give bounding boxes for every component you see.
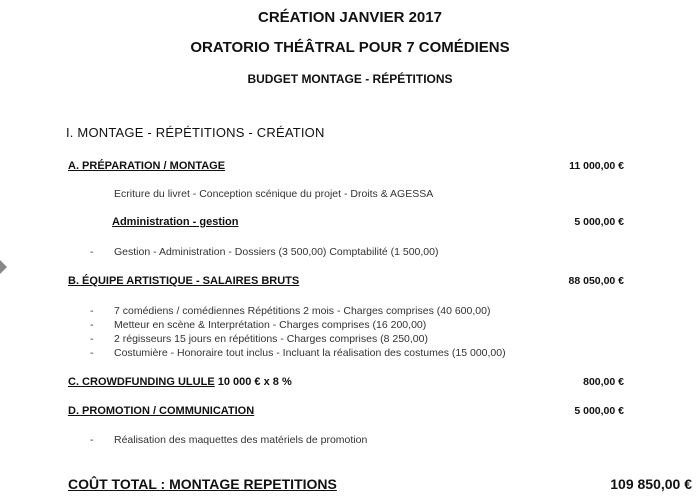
- left-edge-arrow-icon: [0, 260, 7, 274]
- section-c-suffix: 10 000 € x 8 %: [217, 376, 292, 388]
- section-a-label: A. PRÉPARATION / MONTAGE: [68, 160, 226, 172]
- budget-title: BUDGET MONTAGE - RÉPÉTITIONS: [247, 72, 453, 86]
- document-subtitle: ORATORIO THÉÂTRAL POUR 7 COMÉDIENS: [190, 39, 510, 56]
- section-d-amount: 5 000,00 €: [574, 405, 624, 417]
- main-heading: I. MONTAGE - RÉPÉTITIONS - CRÉATION: [66, 125, 325, 140]
- section-a-sub-label: Administration - gestion: [112, 216, 239, 228]
- bullet-marker: -: [90, 434, 94, 446]
- section-c-label: C. CROWDFUNDING ULULE: [68, 376, 215, 388]
- section-a-sub-amount: 5 000,00 €: [574, 216, 624, 228]
- section-c-amount: 800,00 €: [583, 376, 624, 388]
- section-a-amount: 11 000,00 €: [569, 160, 624, 172]
- bullet-marker: -: [90, 319, 94, 331]
- section-b-bullet: 2 régisseurs 15 jours en répétitions - Charges comprises (8 250,00): [114, 333, 428, 345]
- section-b-bullet: 7 comédiens / comédiennes Répétitions 2 mois - Charges comprises (40 600,00): [114, 305, 491, 317]
- total-label: COÛT TOTAL : MONTAGE REPETITIONS: [68, 476, 337, 492]
- section-b-bullet: Metteur en scène & Interprétation - Charges comprises (16 200,00): [114, 319, 427, 331]
- section-a-bullet: Gestion - Administration - Dossiers (3 500,00) Comptabilité (1 500,00): [114, 246, 439, 258]
- bullet-marker: -: [90, 246, 94, 258]
- document-title: CRÉATION JANVIER 2017: [258, 9, 442, 26]
- section-b-bullet: Costumière - Honoraire tout inclus - Incluant la réalisation des costumes (15 000,00): [114, 347, 506, 359]
- section-d-label: D. PROMOTION / COMMUNICATION: [68, 405, 255, 417]
- section-b-amount: 88 050,00 €: [568, 275, 624, 287]
- bullet-marker: -: [90, 333, 94, 345]
- section-d-bullet: Réalisation des maquettes des matériels de promotion: [114, 434, 368, 446]
- section-c-row: [68, 376, 292, 388]
- bullet-marker: -: [90, 347, 94, 359]
- section-a-text: Ecriture du livret - Conception scénique du projet - Droits & AGESSA: [114, 188, 434, 200]
- section-b-label: B. ÉQUIPE ARTISTIQUE - SALAIRES BRUTS: [68, 275, 300, 287]
- total-amount: 109 850,00 €: [610, 476, 692, 492]
- bullet-marker: -: [90, 305, 94, 317]
